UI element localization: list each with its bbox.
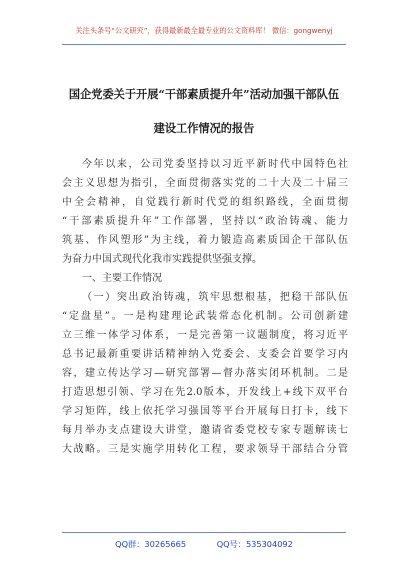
footer-qq-group: QQ群：30265665 — [115, 539, 187, 549]
body-line: 大战略。三是实施学用转化工程，要求领导干部结合分管 — [62, 444, 348, 455]
body-line: 会主义思想为指引，全面贯彻落实党的二十大及二十届三 — [62, 178, 348, 189]
body-line: 筑基、作风塑形”为主线，着力锻造高素质国企干部队伍 — [62, 235, 348, 246]
body-line: “干部素质提升年”工作部署，坚持以“政治铸魂、能力 — [62, 216, 348, 227]
document-title-line-2: 建设工作情况的报告 — [153, 121, 255, 135]
footer-divider — [62, 532, 346, 533]
body-line: 中全会精神，自觉践行新时代党的组织路线，全面贯彻 — [62, 197, 348, 208]
body-line: 学习矩阵，线上依托学习强国等平台开展每日打卡，线下 — [62, 406, 348, 417]
header-divider — [62, 44, 346, 45]
body-line: 每月举办支点建设大讲堂，邀请省委党校专家专题解读七 — [62, 425, 348, 436]
section-heading: 一、主要工作情况 — [82, 273, 162, 284]
body-line: 为奋力中国式现代化我市实践提供坚强支撑。 — [62, 254, 262, 265]
document-title-line-1: 国企党委关于开展“干部素质提升年”活动加强干部队伍 — [68, 87, 340, 101]
footer-banner — [0, 539, 408, 550]
body-line: “定盘星”。一是构建理论武装常态化机制。公司创新建 — [62, 311, 348, 322]
body-line: 立三维一体学习体系，一是完善第一议题制度，将习近平 — [62, 330, 348, 341]
body-line: （一）突出政治铸魂，筑牢思想根基，把稳干部队伍 — [82, 292, 348, 303]
body-line: 总书记最新重要讲话精神纳入党委会、支委会首要学习内 — [62, 349, 348, 360]
header-banner: 关注头条号“公文研究”，获得最新最全最专业的公文资料库！ 微信：gongwenyj — [75, 26, 333, 35]
body-line: 今年以来，公司党委坚持以习近平新时代中国特色社 — [82, 159, 348, 170]
body-line: 打造思想引领、学习在先2.0版本，开发线上+线下双平台 — [62, 387, 348, 398]
body-line: 容，建立传达学习—研究部署—督办落实闭环机制。二是 — [62, 368, 348, 379]
footer-qq-number: QQ号：535304092 — [216, 539, 293, 549]
